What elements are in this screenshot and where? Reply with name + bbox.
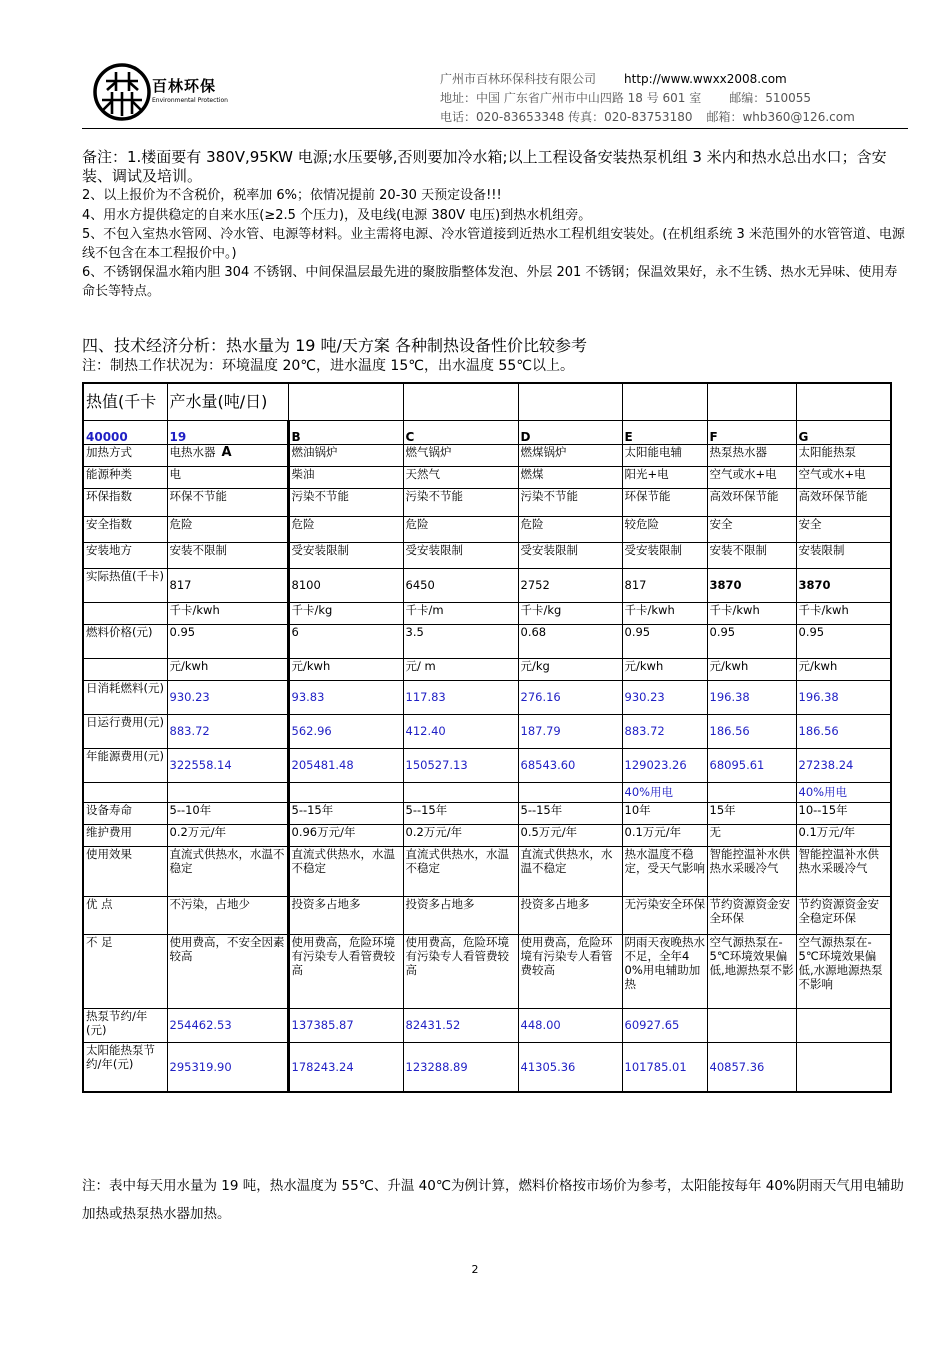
table-cell: 3.5 bbox=[403, 624, 518, 658]
col-letter-b: B bbox=[288, 420, 403, 444]
table-cell: 危险 bbox=[288, 516, 403, 542]
col-letter-d: D bbox=[518, 420, 622, 444]
table-cell: 3870 bbox=[707, 568, 796, 602]
table-cell: 5--15年 bbox=[403, 802, 518, 824]
row-label: 燃料价格(元) bbox=[83, 624, 167, 658]
col-letter-e: E bbox=[622, 420, 707, 444]
company-address: 地址：中国 广东省广州市中山四路 18 号 601 室 bbox=[440, 91, 702, 105]
cell-electric-heater bbox=[167, 748, 288, 782]
table-cell: 空气或水+电 bbox=[707, 466, 796, 488]
table-cell: 高效环保节能 bbox=[796, 488, 891, 516]
table-cell: 燃气锅炉 bbox=[403, 444, 518, 466]
company-phone: 电话：020-83653348 bbox=[440, 110, 565, 124]
table-cell: 40%用电 bbox=[796, 782, 891, 802]
row-label: 日运行费用(元) bbox=[83, 714, 167, 748]
cell-electric-heater bbox=[167, 602, 288, 624]
table-cell: 0.68 bbox=[518, 624, 622, 658]
row-label: 日消耗燃料(元) bbox=[83, 680, 167, 714]
table-cell: 3870 bbox=[796, 568, 891, 602]
table-cell: 使用费高，危险环境有污染专人看管费较高 bbox=[403, 934, 518, 1008]
table-row bbox=[83, 824, 891, 846]
cell-value: 0.95 bbox=[169, 624, 196, 639]
footer-note: 注：表中每天用水量为 19 吨，热水温度为 55℃、升温 40℃为例计算，燃料价格按市场价为参考，太阳能按每年 40%阴雨天气用电辅助加热或热泵热水器加热。 bbox=[82, 1178, 904, 1222]
table-cell: 0.1万元/年 bbox=[796, 824, 891, 846]
company-logo-icon bbox=[92, 62, 152, 122]
cell-electric-heater bbox=[167, 1008, 288, 1042]
row-label: 安全指数 bbox=[83, 516, 167, 542]
table-cell: 节约资源资金安全环保 bbox=[707, 896, 796, 934]
table-cell: 柴油 bbox=[288, 466, 403, 488]
table-cell: 0.2万元/年 bbox=[403, 824, 518, 846]
table-cell: 0.95 bbox=[707, 624, 796, 658]
cell-electric-heater bbox=[167, 1042, 288, 1092]
table-row bbox=[83, 466, 891, 488]
table-cell: 68095.61 bbox=[707, 748, 796, 782]
table-cell: 0.95 bbox=[622, 624, 707, 658]
table-row bbox=[83, 782, 891, 802]
table-cell bbox=[707, 782, 796, 802]
table-row-title bbox=[83, 383, 891, 420]
table-cell: 污染不节能 bbox=[403, 488, 518, 516]
cell-value: 电 bbox=[169, 466, 181, 481]
table-cell: 元/kwh bbox=[622, 658, 707, 680]
row-label: 优 点 bbox=[83, 896, 167, 934]
table-cell: 930.23 bbox=[622, 680, 707, 714]
cell-value: 电热水器 bbox=[169, 444, 216, 459]
table-cell: 元/kwh bbox=[288, 658, 403, 680]
table-cell: 较危险 bbox=[622, 516, 707, 542]
table-cell: 安装不限制 bbox=[707, 542, 796, 568]
logo-subtitle: Environmental Protection bbox=[152, 97, 228, 104]
table-row bbox=[83, 488, 891, 516]
table-cell: 196.38 bbox=[796, 680, 891, 714]
table-cell: 燃油锅炉 bbox=[288, 444, 403, 466]
table-cell bbox=[288, 782, 403, 802]
table-cell: 129023.26 bbox=[622, 748, 707, 782]
table-row bbox=[83, 568, 891, 602]
cell-value: 817 bbox=[169, 578, 192, 592]
company-name: 广州市百林环保科技有限公司 bbox=[440, 72, 597, 86]
row-label bbox=[83, 602, 167, 624]
table-cell: 使用费高，危险环境有污染专人看管费较高 bbox=[288, 934, 403, 1008]
cell-value: 使用费高，不安全因素较高 bbox=[169, 934, 285, 963]
table-cell: 使用费高，危险环境有污染专人看管费较高 bbox=[518, 934, 622, 1008]
table-row bbox=[83, 542, 891, 568]
table-cell: 空气或水+电 bbox=[796, 466, 891, 488]
table-cell: 150527.13 bbox=[403, 748, 518, 782]
row-label: 维护费用 bbox=[83, 824, 167, 846]
cell-value: 322558.14 bbox=[169, 758, 232, 772]
section-note: 注：制热工作状况为：环境温度 20℃，进水温度 15℃，出水温度 55℃以上。 bbox=[82, 358, 574, 374]
heat-value-cell: 40000 bbox=[83, 420, 167, 444]
table-cell: 受安装限制 bbox=[518, 542, 622, 568]
cell-value: 295319.90 bbox=[169, 1059, 232, 1074]
col-letter-c: C bbox=[403, 420, 518, 444]
cell-electric-heater bbox=[167, 680, 288, 714]
table-cell: 0.95 bbox=[796, 624, 891, 658]
table-cell: 178243.24 bbox=[288, 1042, 403, 1092]
table-cell: 6 bbox=[288, 624, 403, 658]
cell-electric-heater bbox=[167, 488, 288, 516]
table-cell: 元/kg bbox=[518, 658, 622, 680]
cell-electric-heater bbox=[167, 658, 288, 680]
table-cell: 448.00 bbox=[518, 1008, 622, 1042]
table-cell: 205481.48 bbox=[288, 748, 403, 782]
cell-electric-heater bbox=[167, 444, 288, 466]
row-label: 太阳能热泵节约/年(元) bbox=[83, 1042, 167, 1092]
logo-name: 百林环保 bbox=[152, 77, 217, 95]
table-cell: 元/ m bbox=[403, 658, 518, 680]
table-cell: 186.56 bbox=[796, 714, 891, 748]
table-cell: 空气源热泵在-5℃环境效果偏低,地源热泵不影 bbox=[707, 934, 796, 1008]
table-cell: 41305.36 bbox=[518, 1042, 622, 1092]
table-cell: 117.83 bbox=[403, 680, 518, 714]
table-cell: 智能控温补水供热水采暖冷气 bbox=[796, 846, 891, 896]
table-row bbox=[83, 846, 891, 896]
table-cell: 5--15年 bbox=[518, 802, 622, 824]
table-cell: 276.16 bbox=[518, 680, 622, 714]
company-info bbox=[440, 70, 855, 127]
table-cell: 燃煤锅炉 bbox=[518, 444, 622, 466]
table-cell: 562.96 bbox=[288, 714, 403, 748]
remark-1: 备注：1.楼面要有 380V,95KW 电源;水压要够,否则要加冷水箱;以上工程设备安装热泵机组 3 米内和热水总出水口；含安装、调试及培训。 bbox=[82, 148, 887, 186]
cell-electric-heater bbox=[167, 568, 288, 602]
table-cell: 投资多占地多 bbox=[403, 896, 518, 934]
table-cell: 受安装限制 bbox=[403, 542, 518, 568]
table-row bbox=[83, 1042, 891, 1092]
table-cell: 101785.01 bbox=[622, 1042, 707, 1092]
cell-value: 不污染，占地少 bbox=[169, 896, 250, 911]
cell-electric-heater bbox=[167, 466, 288, 488]
table-cell: 千卡/kwh bbox=[707, 602, 796, 624]
table-body bbox=[83, 383, 891, 1092]
cell-electric-heater bbox=[167, 846, 288, 896]
table-cell bbox=[707, 1008, 796, 1042]
water-volume-header: 产水量(吨/日) bbox=[167, 383, 288, 420]
cell-value: 元/kwh bbox=[169, 658, 209, 673]
column-a-letter: A bbox=[221, 444, 232, 460]
row-label: 设备寿命 bbox=[83, 802, 167, 824]
table-cell: 千卡/kg bbox=[518, 602, 622, 624]
table-cell: 千卡/kwh bbox=[622, 602, 707, 624]
table-cell: 10年 bbox=[622, 802, 707, 824]
page-number: 2 bbox=[471, 1263, 479, 1276]
table-cell bbox=[796, 1042, 891, 1092]
row-label: 年能源费用(元) bbox=[83, 748, 167, 782]
table-cell: 千卡/kwh bbox=[796, 602, 891, 624]
cell-electric-heater bbox=[167, 802, 288, 824]
table-cell bbox=[403, 782, 518, 802]
row-label: 能源种类 bbox=[83, 466, 167, 488]
table-row bbox=[83, 680, 891, 714]
table-cell: 无 bbox=[707, 824, 796, 846]
table-cell: 68543.60 bbox=[518, 748, 622, 782]
row-label: 加热方式 bbox=[83, 444, 167, 466]
logo-text bbox=[152, 75, 228, 104]
table-cell: 污染不节能 bbox=[518, 488, 622, 516]
table-row-letters bbox=[83, 420, 891, 444]
table-cell: 186.56 bbox=[707, 714, 796, 748]
table-cell: 投资多占地多 bbox=[518, 896, 622, 934]
table-cell: 受安装限制 bbox=[622, 542, 707, 568]
page-header bbox=[0, 0, 950, 135]
table-cell: 受安装限制 bbox=[288, 542, 403, 568]
table-cell: 187.79 bbox=[518, 714, 622, 748]
col-letter-g: G bbox=[796, 420, 891, 444]
heat-value-header: 热值(千卡 bbox=[83, 383, 167, 420]
cell-electric-heater bbox=[167, 714, 288, 748]
table-cell: 阳光+电 bbox=[622, 466, 707, 488]
remark-4: 4、用水方提供稳定的自来水压(≥2.5 个压力)，及电线(电源 380V 电压)到热水机组旁。 bbox=[82, 207, 592, 223]
table-cell: 太阳能热泵 bbox=[796, 444, 891, 466]
table-cell: 太阳能电辅 bbox=[622, 444, 707, 466]
company-email[interactable]: 邮箱：whb360@126.com bbox=[706, 110, 855, 124]
table-cell: 0.5万元/年 bbox=[518, 824, 622, 846]
table-cell: 污染不节能 bbox=[288, 488, 403, 516]
cell-electric-heater bbox=[167, 516, 288, 542]
table-row bbox=[83, 934, 891, 1008]
table-cell: 2752 bbox=[518, 568, 622, 602]
row-label: 热泵节约/年(元) bbox=[83, 1008, 167, 1042]
table-cell: 6450 bbox=[403, 568, 518, 602]
table-cell: 元/kwh bbox=[707, 658, 796, 680]
remark-2: 2、以上报价为不含税价，税率加 6%；依情况提前 20-30 天预定设备!!! bbox=[82, 188, 502, 204]
table-cell: 27238.24 bbox=[796, 748, 891, 782]
cell-value: 0.2万元/年 bbox=[169, 824, 227, 839]
col-letter-f: F bbox=[707, 420, 796, 444]
company-url[interactable]: http://www.wwxx2008.com bbox=[624, 72, 787, 86]
row-label: 环保指数 bbox=[83, 488, 167, 516]
table-cell: 817 bbox=[622, 568, 707, 602]
table-cell: 天然气 bbox=[403, 466, 518, 488]
table-cell: 千卡/m bbox=[403, 602, 518, 624]
table-cell: 热泵热水器 bbox=[707, 444, 796, 466]
comparison-table bbox=[82, 382, 892, 1093]
cell-electric-heater bbox=[167, 624, 288, 658]
cell-value: 930.23 bbox=[169, 690, 210, 704]
table-cell bbox=[518, 782, 622, 802]
table-cell: 0.96万元/年 bbox=[288, 824, 403, 846]
cell-value: 254462.53 bbox=[169, 1018, 232, 1032]
table-cell: 安全 bbox=[707, 516, 796, 542]
cell-electric-heater bbox=[167, 824, 288, 846]
table-cell: 123288.89 bbox=[403, 1042, 518, 1092]
company-postcode: 邮编：510055 bbox=[729, 91, 812, 105]
table-cell: 40857.36 bbox=[707, 1042, 796, 1092]
table-cell: 15年 bbox=[707, 802, 796, 824]
table-row bbox=[83, 602, 891, 624]
table-cell: 智能控温补水供热水采暖冷气 bbox=[707, 846, 796, 896]
table-row bbox=[83, 516, 891, 542]
table-cell: 安装限制 bbox=[796, 542, 891, 568]
table-row bbox=[83, 624, 891, 658]
row-label: 不 足 bbox=[83, 934, 167, 1008]
company-fax: 传真：020-83753180 bbox=[568, 110, 693, 124]
table-cell: 千卡/kg bbox=[288, 602, 403, 624]
table-row bbox=[83, 658, 891, 680]
table-cell: 直流式供热水，水温不稳定 bbox=[518, 846, 622, 896]
table-cell: 安全 bbox=[796, 516, 891, 542]
remarks bbox=[82, 148, 908, 302]
row-label bbox=[83, 782, 167, 802]
section-title: 四、技术经济分析：热水量为 19 吨/天方案 各种制热设备性价比较参考 bbox=[82, 336, 588, 355]
table-cell: 60927.65 bbox=[622, 1008, 707, 1042]
table-cell: 8100 bbox=[288, 568, 403, 602]
cell-value: 5--10年 bbox=[169, 802, 212, 817]
cell-value: 环保不节能 bbox=[169, 488, 227, 503]
row-label: 实际热值(千卡) bbox=[83, 568, 167, 602]
table-cell: 5--15年 bbox=[288, 802, 403, 824]
table-row bbox=[83, 748, 891, 782]
table-cell: 危险 bbox=[518, 516, 622, 542]
table-row bbox=[83, 444, 891, 466]
table-cell: 82431.52 bbox=[403, 1008, 518, 1042]
row-label: 使用效果 bbox=[83, 846, 167, 896]
table-cell: 阴雨天夜晚热水不足，全年40%用电辅助加热 bbox=[622, 934, 707, 1008]
row-label bbox=[83, 658, 167, 680]
table-cell: 投资多占地多 bbox=[288, 896, 403, 934]
table-cell: 元/kwh bbox=[796, 658, 891, 680]
table-cell: 196.38 bbox=[707, 680, 796, 714]
cell-electric-heater bbox=[167, 934, 288, 1008]
header-divider bbox=[82, 128, 908, 129]
water-volume-cell: 19 bbox=[167, 420, 288, 444]
table-cell: 高效环保节能 bbox=[707, 488, 796, 516]
table-cell: 40%用电 bbox=[622, 782, 707, 802]
table-cell: 93.83 bbox=[288, 680, 403, 714]
table-cell: 空气源热泵在-5℃环境效果偏低,水源地源热泵不影响 bbox=[796, 934, 891, 1008]
cell-value: 千卡/kwh bbox=[169, 602, 220, 617]
table-cell: 137385.87 bbox=[288, 1008, 403, 1042]
table-row bbox=[83, 1008, 891, 1042]
cell-value: 883.72 bbox=[169, 724, 210, 738]
cell-value: 安装不限制 bbox=[169, 542, 227, 557]
cell-electric-heater bbox=[167, 542, 288, 568]
table-cell: 热水温度不稳定，受天气影响 bbox=[622, 846, 707, 896]
table-cell: 10--15年 bbox=[796, 802, 891, 824]
table-cell: 412.40 bbox=[403, 714, 518, 748]
cell-electric-heater bbox=[167, 896, 288, 934]
remark-5: 5、不包入室热水管网、冷水管、电源等材料。业主需将电源、冷水管道接到近热水工程机组安装处。(在机组系统 3 米范围外的水管管道、电源线不包含在本工程报价中。) bbox=[82, 226, 905, 262]
table-cell: 环保节能 bbox=[622, 488, 707, 516]
table-cell: 0.1万元/年 bbox=[622, 824, 707, 846]
table-cell: 燃煤 bbox=[518, 466, 622, 488]
table-row bbox=[83, 896, 891, 934]
cell-value: 危险 bbox=[169, 516, 193, 531]
row-label: 安装地方 bbox=[83, 542, 167, 568]
table-cell: 危险 bbox=[403, 516, 518, 542]
table-cell: 节约资源资金安全稳定环保 bbox=[796, 896, 891, 934]
remark-6: 6、不锈钢保温水箱内胆 304 不锈钢、中间保温层最先进的聚胺脂整体发泡、外层 201 不锈钢；保温效果好，永不生锈、热水无异味、使用寿命长等特点。 bbox=[82, 265, 898, 300]
table-cell bbox=[796, 1008, 891, 1042]
table-cell: 直流式供热水，水温不稳定 bbox=[403, 846, 518, 896]
table-row bbox=[83, 802, 891, 824]
table-row bbox=[83, 714, 891, 748]
table-cell: 883.72 bbox=[622, 714, 707, 748]
cell-electric-heater bbox=[167, 782, 288, 802]
table-cell: 直流式供热水，水温不稳定 bbox=[288, 846, 403, 896]
cell-value: 直流式供热水，水温不稳定 bbox=[169, 846, 285, 875]
table-cell: 无污染安全环保 bbox=[622, 896, 707, 934]
